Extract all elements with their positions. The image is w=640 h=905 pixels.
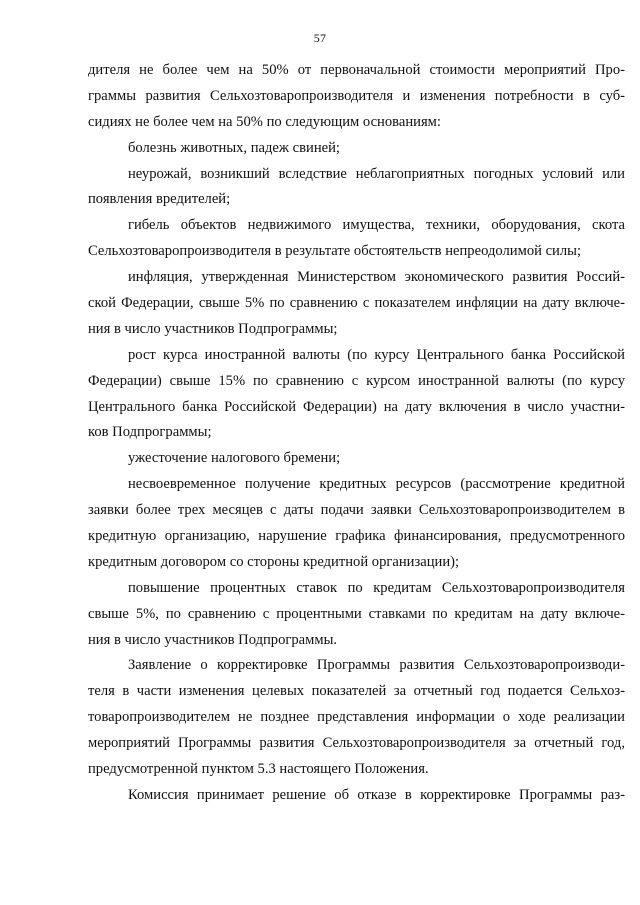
text-line: болезнь животных, падеж свиней;	[128, 139, 340, 156]
text-line: инфляция, утвержденная Министерством экономического развития Россий-	[128, 269, 625, 286]
document-body	[88, 58, 625, 809]
paragraph	[88, 343, 625, 447]
text-line: предусмотренной пунктом 5.3 настоящего Положения.	[88, 761, 429, 778]
text-line: кредитным договором со стороны кредитной организации);	[88, 553, 460, 570]
text-line: ков Подпрограммы;	[88, 424, 212, 441]
paragraph	[88, 136, 625, 162]
text-line: сидиях не более чем на 50% по следующим основаниям:	[88, 113, 441, 130]
paragraph	[88, 576, 625, 654]
paragraph	[88, 446, 625, 472]
text-line: кредитную организацию, нарушение графика финансирования, предусмотренного	[88, 528, 625, 545]
text-line: ужесточение налогового бремени;	[128, 450, 341, 467]
paragraph	[88, 213, 625, 265]
text-line: теля в части изменения целевых показателей за отчетный год подается Сельхоз-	[88, 683, 625, 700]
text-line: дителя не более чем на 50% от первоначальной стоимости мероприятий Про-	[88, 62, 625, 78]
text-line: гибель объектов недвижимого имущества, техники, оборудования, скота	[128, 217, 625, 234]
text-line: ской Федерации, свыше 5% по сравнению с показателем инфляции на дату включе-	[88, 295, 625, 312]
text-line: граммы развития Сельхозтоваропроизводителя и изменения потребности в суб-	[88, 87, 625, 104]
paragraph	[88, 162, 625, 214]
paragraph	[88, 783, 625, 809]
page-number: 57	[313, 31, 327, 45]
text-line: Центрального банка Российской Федерации) на дату включения в число участни-	[88, 398, 625, 415]
paragraph	[88, 265, 625, 343]
text-line: неурожай, возникший вследствие неблагоприятных погодных условий или	[128, 165, 625, 182]
text-line: ния в число участников Подпрограммы;	[88, 320, 338, 337]
text-line: заявки более трех месяцев с даты подачи заявки Сельхозтоваропроизводителем в	[88, 502, 625, 519]
text-line: Заявление о корректировке Программы развития Сельхозтоваропроизводи-	[128, 657, 625, 674]
text-line: повышение процентных ставок по кредитам Сельхозтоваропроизводителя	[128, 579, 625, 596]
text-line: товаропроизводителем не позднее представления информации о ходе реализации	[88, 709, 625, 726]
paragraph	[88, 58, 625, 136]
text-line: рост курса иностранной валюты (по курсу Центрального банка Российской	[128, 346, 625, 363]
text-line: ния в число участников Подпрограммы.	[88, 631, 338, 648]
text-line: Сельхозтоваропроизводителя в результате обстоятельств непреодолимой силы;	[88, 243, 582, 260]
paragraph	[88, 653, 625, 782]
text-line: появления вредителей;	[88, 191, 231, 208]
text-line: свыше 5%, по сравнению с процентными ставками по кредитам на дату включе-	[88, 605, 625, 622]
text-line: Комиссия принимает решение об отказе в корректировке Программы раз-	[128, 786, 625, 803]
text-line: несвоевременное получение кредитных ресурсов (рассмотрение кредитной	[128, 476, 625, 493]
paragraph	[88, 472, 625, 576]
text-line: мероприятий Программы развития Сельхозтоваропроизводителя за отчетный год,	[88, 735, 625, 752]
text-line: Федерации) свыше 15% по сравнению с курсом иностранной валюты (по курсу	[88, 372, 625, 389]
